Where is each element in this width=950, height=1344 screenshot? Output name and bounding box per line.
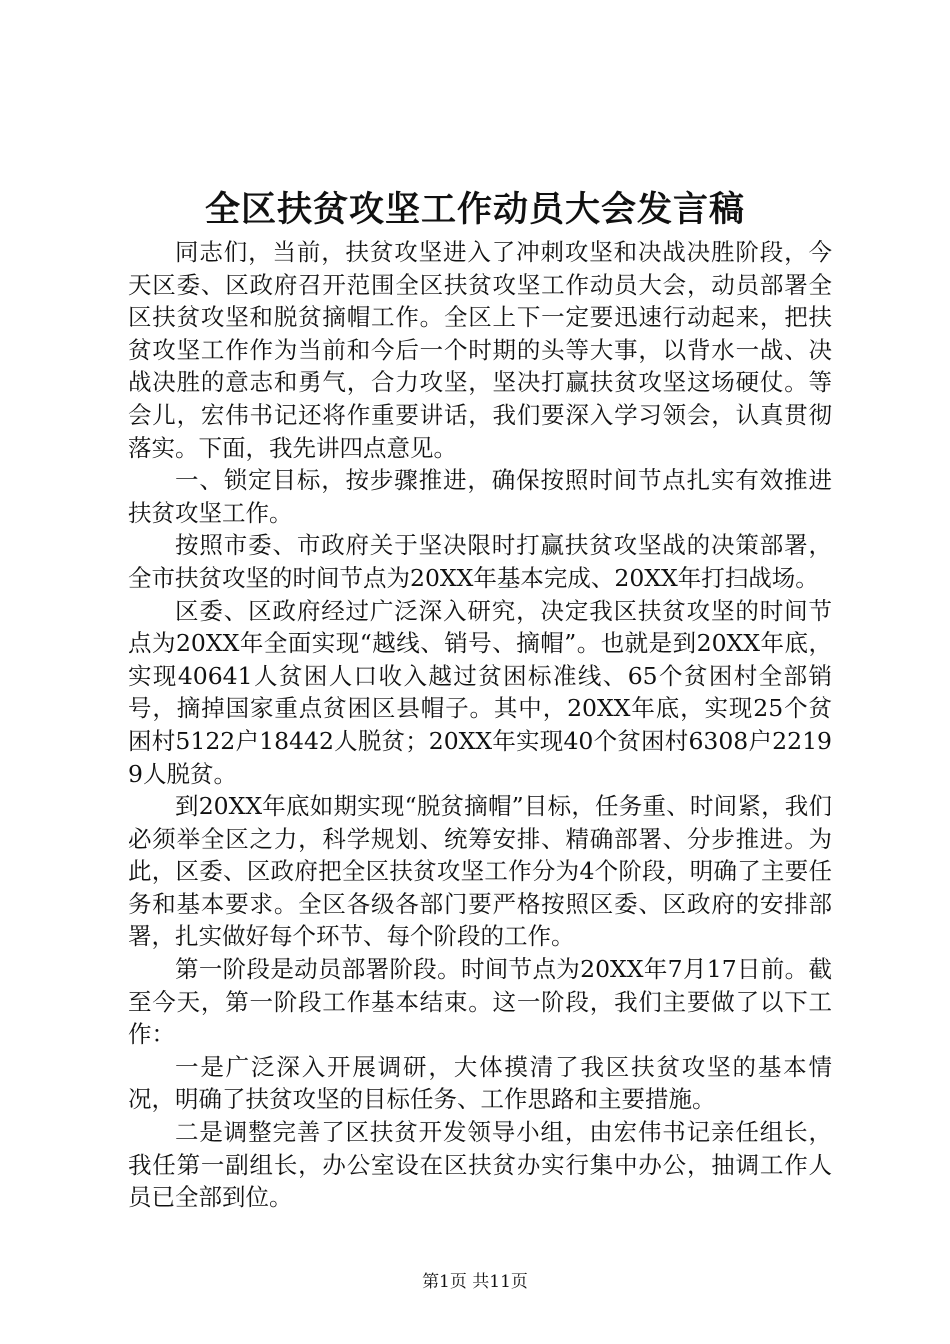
paragraph: 第一阶段是动员部署阶段。时间节点为20XX年7月17日前。截至今天，第一阶段工作基本结束。这一阶段，我们主要做了以下工作： — [128, 955, 832, 1049]
paragraph: 按照市委、市政府关于坚决限时打赢扶贫攻坚战的决策部署，全市扶贫攻坚的时间节点为20XX年基本完成、20XX年打扫战场。 — [128, 531, 832, 592]
paragraph: 一、锁定目标，按步骤推进，确保按照时间节点扎实有效推进扶贫攻坚工作。 — [128, 466, 832, 527]
paragraph: 同志们，当前，扶贫攻坚进入了冲刺攻坚和决战决胜阶段，今天区委、区政府召开范围全区扶贫攻坚工作动员大会，动员部署全区扶贫攻坚和脱贫摘帽工作。全区上下一定要迅速行动起来，把扶贫攻坚工作作为当前和今后一个时期的头等大事，以背水一战、决战决胜的意志和勇气，合力攻坚，坚决打赢扶贫攻坚这场硬仗。等会儿，宏伟书记还将作重要讲话，我们要深入学习领会，认真贯彻落实。下面，我先讲四点意见。 — [128, 238, 832, 462]
document-title: 全区扶贫攻坚工作动员大会发言稿 — [204, 189, 745, 230]
paragraph: 区委、区政府经过广泛深入研究，决定我区扶贫攻坚的时间节点为20XX年全面实现“越线、销号、摘帽”。也就是到20XX年底，实现40641人贫困人口收入越过贫困标准线、65个贫困村全部销号，摘掉国家重点贫困区县帽子。其中，20XX年底，实现25个贫困村5122户18442人脱贫；20XX年实现40个贫困村6308户22199人脱贫。 — [128, 596, 832, 788]
document-body — [128, 236, 832, 1214]
paragraph: 一是广泛深入开展调研，大体摸清了我区扶贫攻坚的基本情况，明确了扶贫攻坚的目标任务、工作思路和主要措施。 — [128, 1052, 832, 1114]
page-number: 第1页 共11页 — [422, 1272, 528, 1292]
paragraph: 到20XX年底如期实现“脱贫摘帽”目标，任务重、时间紧，我们必须举全区之力，科学规划、统筹安排、精确部署、分步推进。为此，区委、区政府把全区扶贫攻坚工作分为4个阶段，明确了主要任务和基本要求。全区各级各部门要严格按照区委、区政府的安排部署，扎实做好每个环节、每个阶段的工作。 — [128, 792, 832, 951]
paragraph: 二是调整完善了区扶贫开发领导小组，由宏伟书记亲任组长，我任第一副组长，办公室设在区扶贫办实行集中办公，抽调工作人员已全部到位。 — [128, 1118, 832, 1212]
